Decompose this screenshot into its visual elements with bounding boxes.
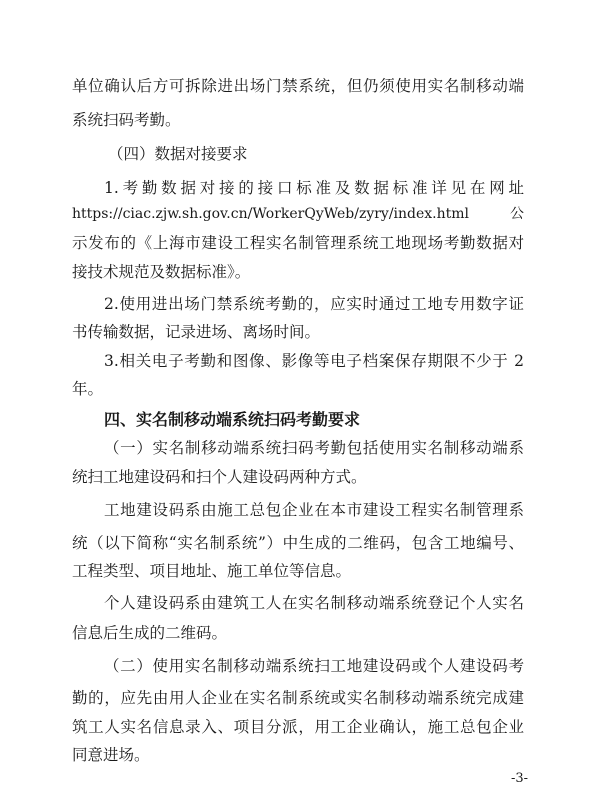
section-subheading: （四）数据对接要求 <box>108 145 248 163</box>
text-line: （一）实名制移动端系统扫码考勤包括使用实名制移动端系 <box>104 439 524 457</box>
text-line: 3.相关电子考勤和图像、影像等电子档案保存期限不少于 2 <box>104 352 524 370</box>
text-line: 统扫工地建设码和扫个人建设码两种方式。 <box>72 468 367 486</box>
text-line: https://ciac.zjw.sh.gov.cn/WorkerQyWeb/zyry/index.html 公 <box>72 206 524 222</box>
text-line: （二）使用实名制移动端系统扫工地建设码或个人建设码考 <box>104 657 524 675</box>
text-line: 单位确认后方可拆除进出场门禁系统，但仍须使用实名制移动端 <box>72 77 524 95</box>
text-line: 工地建设码系由施工总包企业在本市建设工程实名制管理系 <box>104 501 524 519</box>
text-line: 同意进场。 <box>72 746 150 764</box>
text-line: 年。 <box>72 380 104 398</box>
text-line: 工程类型、项目地址、施工单位等信息。 <box>72 562 352 580</box>
text-line: 书传输数据，记录进场、离场时间。 <box>72 323 321 341</box>
text-line: 2.使用进出场门禁系统考勤的，应实时通过工地专用数字证 <box>104 295 524 313</box>
text-line: 系统扫码考勤。 <box>72 111 181 129</box>
text-line: 接技术规范及数据标准》。 <box>72 263 251 281</box>
page-number: -3- <box>511 771 529 786</box>
text-line: 筑工人实名信息录入、项目分派，用工企业确认，施工总包企业 <box>72 718 524 736</box>
text-line: 统（以下简称“实名制系统”）中生成的二维码，包含工地编号、 <box>72 534 524 552</box>
text-line: 个人建设码系由建筑工人在实名制移动端系统登记个人实名 <box>104 594 524 612</box>
text-line: 信息后生成的二维码。 <box>72 624 228 642</box>
text-line: 示发布的《上海市建设工程实名制管理系统工地现场考勤数据对 <box>72 234 524 252</box>
text-line: 1.考勤数据对接的接口标准及数据标准详见在网址 <box>104 179 524 197</box>
section-heading: 四、实名制移动端系统扫码考勤要求 <box>104 410 361 429</box>
text-line: 勤的，应先由用人企业在实名制系统或实名制移动端系统完成建 <box>72 689 524 707</box>
